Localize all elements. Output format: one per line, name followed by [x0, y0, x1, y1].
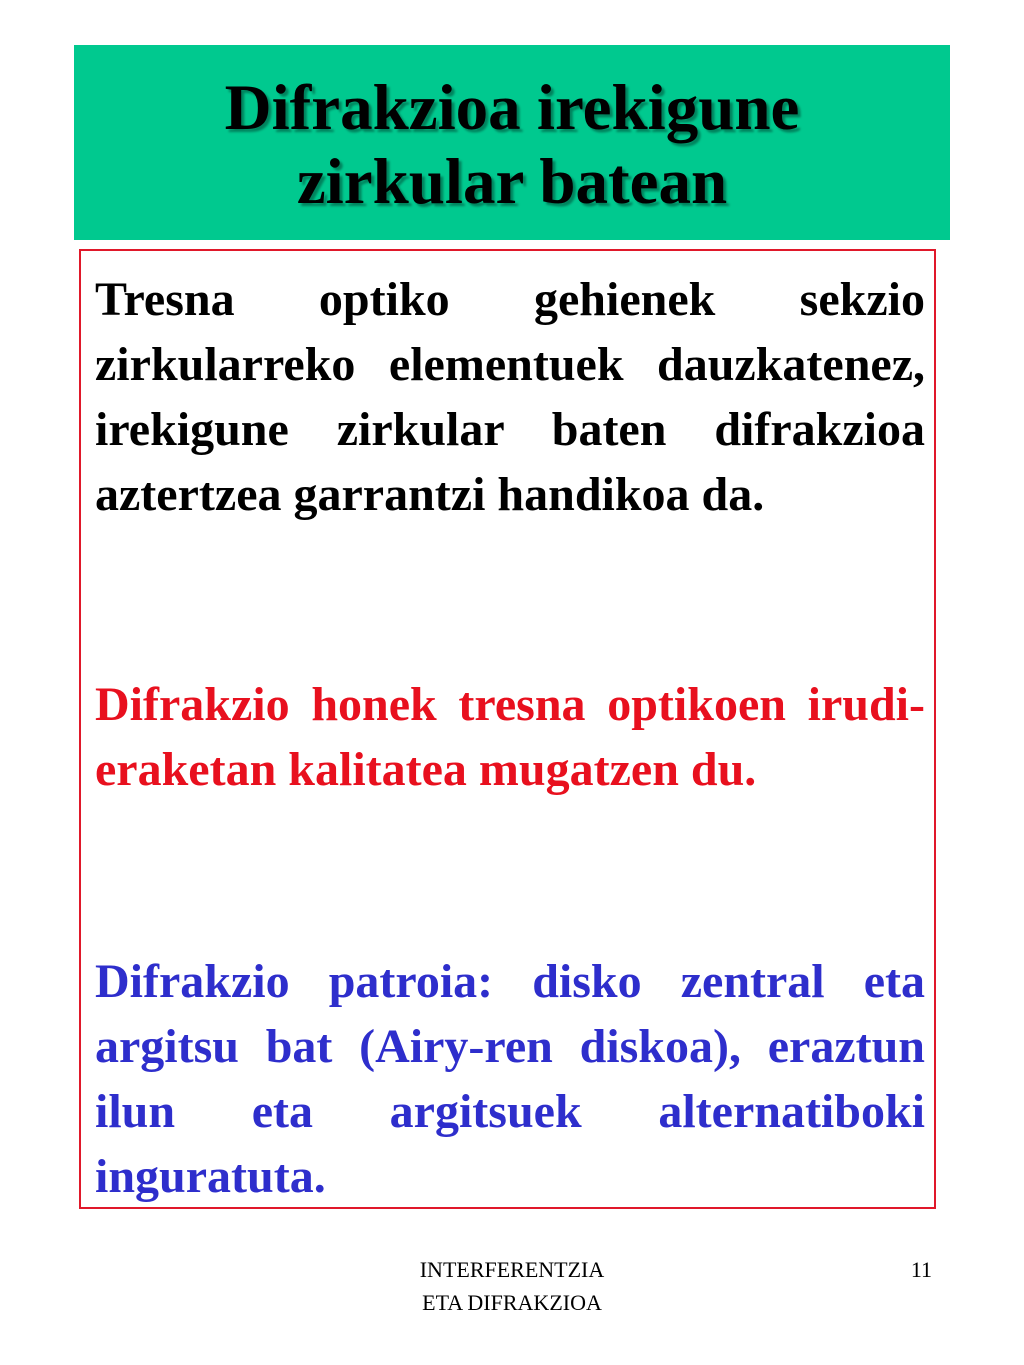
pattern-paragraph: Difrakzio patroia: disko zentral eta argitsu bat (Airy-ren diskoa), eraztun ilun eta argitsuek alternatiboki inguratuta.	[95, 955, 925, 1203]
limit-paragraph: Difrakzio honek tresna optikoen irudi-eraketan kalitatea mugatzen du.	[95, 678, 925, 796]
footer-caption-line-1: INTERFERENTZIA	[419, 1257, 605, 1282]
intro-paragraph: Tresna optiko gehienek sekzio zirkularreko elementuek dauzkatenez, irekigune zirkular baten difrakzioa aztertzea garrantzi handikoa da.	[95, 273, 925, 521]
slide-title-line-1: Difrakzioa irekigune	[224, 71, 800, 144]
slide-title-line-2: zirkular batean	[296, 145, 728, 218]
slide-title	[225, 67, 800, 219]
footer-caption-line-2: ETA DIFRAKZIOA	[422, 1290, 602, 1315]
title-banner	[74, 45, 950, 240]
content-frame	[79, 249, 936, 1209]
page-number: 11	[910, 1257, 932, 1282]
footer-caption	[362, 1253, 662, 1319]
